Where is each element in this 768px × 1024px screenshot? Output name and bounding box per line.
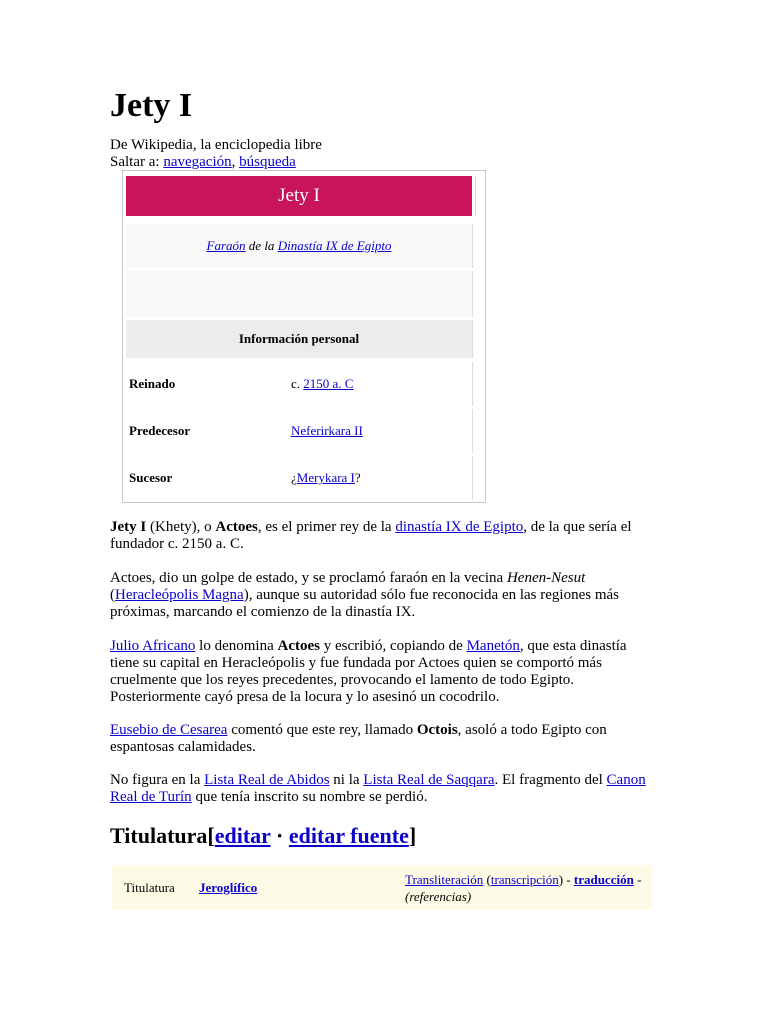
infobox-row-predecesor — [126, 409, 473, 453]
infobox — [122, 170, 486, 503]
infobox-title: Jety I — [278, 185, 320, 206]
text: (Khety), o — [146, 519, 216, 535]
paragraph-eusebius — [110, 722, 655, 756]
pharaoh-link[interactable]: Faraón — [206, 238, 246, 253]
translation-link[interactable]: traducción — [573, 872, 634, 887]
bold-term: Actoes — [215, 519, 258, 535]
section-title: Titulatura — [110, 823, 208, 848]
titulatura-table — [112, 865, 652, 910]
saqqara-list-link[interactable]: Lista Real de Saqqara — [363, 772, 495, 788]
jeroglifico-link[interactable]: Jeroglífico — [199, 880, 258, 895]
separator: · — [270, 823, 289, 848]
site-subtitle: De Wikipedia, la enciclopedia libre — [110, 137, 322, 153]
infobox-row-value — [291, 456, 361, 500]
edit-link[interactable]: editar — [214, 823, 271, 848]
infobox-subtitle — [126, 224, 473, 268]
bold-term: Jety I — [110, 519, 147, 535]
text: ni la — [329, 772, 364, 788]
infobox-image-area — [126, 271, 473, 317]
dynasty-ix-link[interactable]: dinastía IX de Egipto — [395, 519, 524, 535]
successor-link[interactable]: Merykara I — [296, 470, 355, 485]
bold-term: Octois — [416, 722, 458, 738]
text: ), aunque su autoridad sólo fue reconocida en las regiones más próximas, marcando el comienzo de la dinastía IX. — [110, 587, 619, 620]
infobox-row-value — [291, 362, 353, 406]
edit-source-link[interactable]: editar fuente — [288, 823, 409, 848]
eusebio-link[interactable]: Eusebio de Cesarea — [110, 722, 228, 738]
infobox-row-value — [291, 409, 363, 453]
page-title: Jety I — [110, 87, 193, 124]
bold-term: Actoes — [277, 638, 320, 654]
text: ( — [110, 587, 115, 603]
text: comentó que este rey, llamado — [227, 722, 417, 738]
jump-links — [110, 154, 296, 171]
text: Actoes, dio un golpe de estado, y se proclamó faraón en la vecina — [110, 570, 507, 586]
infobox-row-label: Reinado — [129, 376, 176, 391]
value-prefix: ¿ — [291, 470, 297, 485]
value-suffix: ? — [354, 470, 361, 485]
text: No figura en la — [110, 772, 205, 788]
text: lo denomina — [195, 638, 278, 654]
paragraph-coup — [110, 570, 655, 621]
infobox-row-reinado — [126, 362, 473, 406]
abidos-list-link[interactable]: Lista Real de Abidos — [204, 772, 330, 788]
transliteration-link[interactable]: Transliteración — [405, 872, 484, 887]
paragraph-intro — [110, 519, 655, 553]
dynasty-link[interactable]: Dinastía IX de Egipto — [277, 238, 392, 253]
text: ( — [483, 872, 491, 887]
references-note: (referencias) — [405, 889, 472, 904]
heracleopolis-link[interactable]: Heracleópolis Magna — [115, 587, 244, 603]
text: , asoló a todo Egipto con espantosas calamidades. — [110, 722, 607, 755]
infobox-row-label: Predecesor — [129, 423, 191, 438]
infobox-row-label: Sucesor — [129, 470, 173, 485]
section-heading-titulatura — [110, 822, 416, 850]
jump-separator: , — [231, 154, 240, 170]
text: , es el primer rey de la — [257, 519, 396, 535]
text: . El fragmento del — [494, 772, 607, 788]
turin-canon-link[interactable]: Canon Real de Turín — [110, 772, 646, 805]
maneton-link[interactable]: Manetón — [466, 638, 520, 654]
text: y escribió, copiando de — [319, 638, 467, 654]
bracket: [ — [207, 823, 215, 848]
table-header-transliteration — [405, 871, 645, 905]
text: - — [633, 872, 642, 887]
jump-prefix: Saltar a: — [110, 154, 164, 170]
table-header-titulatura: Titulatura — [124, 880, 175, 895]
paragraph-king-lists — [110, 772, 655, 806]
paragraph-africanus — [110, 638, 655, 706]
jump-navigation-link[interactable]: navegación — [163, 154, 232, 170]
reign-date-link[interactable]: 2150 a. C — [303, 376, 354, 391]
text: , que esta dinastía tiene su capital en Heracleópolis y fue fundada por Actoes quien se comportó más cruelmente que los reyes precedentes, provocando el lamento de todo Egipto. Posteriormente cayó presa de la locura y lo asesinó un cocodrilo. — [110, 638, 627, 705]
infobox-row-sucesor — [126, 456, 473, 500]
text: que tenía inscrito su nombre se perdió. — [191, 789, 428, 805]
infobox-header — [126, 176, 472, 216]
infobox-subtitle-mid: de la — [245, 238, 278, 253]
infobox-section-header: Información personal — [126, 320, 473, 358]
jump-search-link[interactable]: búsqueda — [239, 154, 296, 170]
italic-term: Henen-Nesut — [506, 570, 586, 586]
text: ) - — [558, 872, 574, 887]
text: , de la que sería el fundador c. 2150 a. C. — [110, 519, 632, 552]
julio-africano-link[interactable]: Julio Africano — [110, 638, 196, 654]
bracket: ] — [408, 823, 417, 848]
value-prefix: c. — [291, 376, 304, 391]
transcription-link[interactable]: transcripción — [490, 872, 559, 887]
predecessor-link[interactable]: Neferirkara II — [291, 423, 363, 438]
